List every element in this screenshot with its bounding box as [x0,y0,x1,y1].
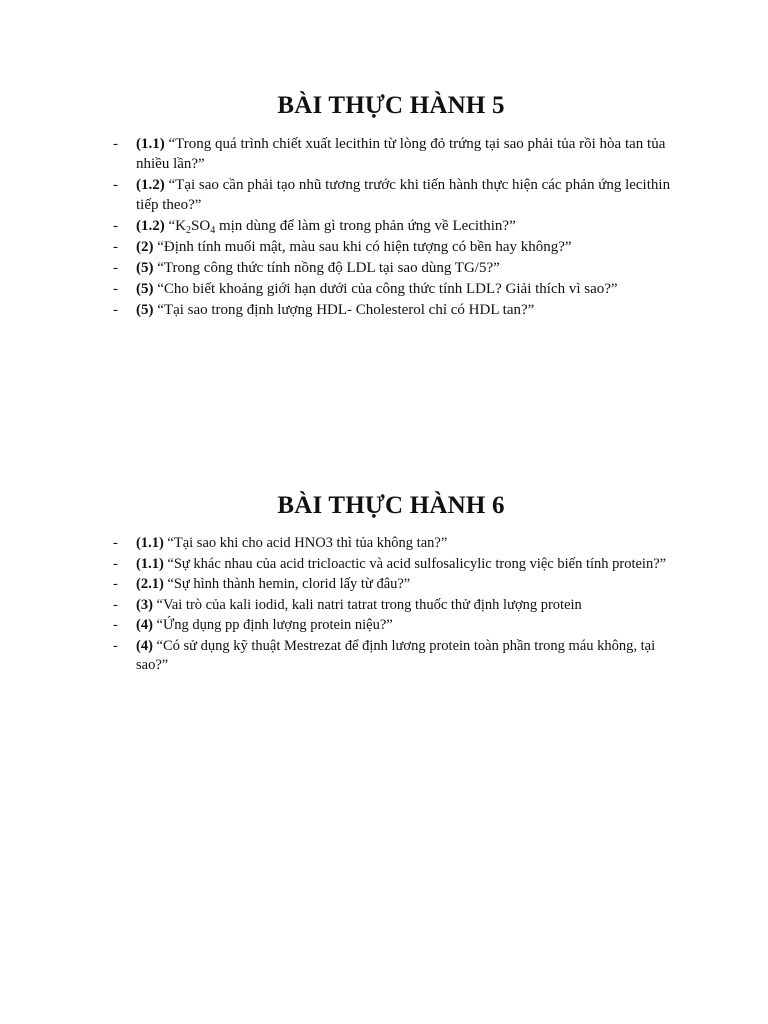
list-dash: - [113,637,118,654]
question-code: (1.2) [136,177,165,193]
list-item [0,596,768,616]
section-title: BÀI THỰC HÀNH 6 [277,492,505,519]
list-dash: - [113,260,118,276]
question-text: “Tại sao khi cho acid HNO3 thì tủa không tan?” [167,535,448,551]
question-code: (3) [136,596,153,613]
list-item [0,534,768,554]
question-code: (1.1) [136,136,165,152]
list-item [0,637,768,676]
list-dash: - [113,136,118,152]
question-code: (5) [136,281,154,297]
section-bai-thuc-hanh-5 [0,92,768,321]
question-text: “Định tính muối mật, màu sau khi có hiện tượng có bền hay không?” [157,239,572,255]
list-item [0,575,768,595]
question-list [0,534,768,676]
question-text-part: SO [191,218,211,234]
question-text-part: mịn dùng để làm gì trong phản ứng về Lecithin?” [215,218,516,234]
list-dash: - [113,576,118,592]
section-title: BÀI THỰC HÀNH 5 [277,92,505,119]
question-text: “Vai trò của kali iodid, kali natri tatrat trong thuốc thử định lượng protein [156,596,582,613]
question-text: “Trong quá trình chiết xuất lecithin từ lòng đỏ trứng tại sao phải tủa rồi hòa tan tủa nhiều lần?” [136,136,666,172]
list-dash: - [113,239,118,255]
list-dash: - [113,535,118,551]
list-item [0,555,768,575]
question-code: (4) [136,637,153,654]
list-item [0,258,768,278]
list-dash: - [113,177,118,193]
question-code: (5) [136,260,154,276]
question-text: “Sự hình thành hemin, clorid lấy từ đâu?” [167,576,411,592]
question-text: “Có sử dụng kỹ thuật Mestrezat để định lương protein toàn phần trong máu không, tại sao?” [136,637,656,673]
list-item [0,175,768,215]
question-code: (2.1) [136,576,164,592]
question-code: (1.1) [136,535,164,551]
list-dash: - [113,302,118,318]
subscript: 4 [210,225,216,236]
question-text [169,218,516,234]
section-bai-thuc-hanh-6 [0,492,768,677]
question-code: (5) [136,302,154,318]
question-text: “Tại sao cần phải tạo nhũ tương trước khi tiến hành thực hiện các phản ứng lecithin tiếp theo?” [136,177,671,213]
list-dash: - [113,617,118,633]
question-code: (1.2) [136,218,165,234]
list-dash: - [113,596,118,613]
question-text: “Ứng dụng pp định lượng protein niệu?” [156,617,393,633]
question-text: “Sự khác nhau của acid tricloactic và acid sulfosalicylic trong việc biến tính protein?” [167,555,667,572]
question-code: (1.1) [136,555,164,572]
question-code: (2) [136,239,154,255]
question-code: (4) [136,617,153,633]
list-dash: - [113,218,118,234]
question-list [0,134,768,320]
list-item [0,216,768,236]
question-text-part: “K [168,218,186,234]
list-item [0,237,768,257]
list-item [0,279,768,299]
list-dash: - [113,555,118,572]
question-text: “Trong công thức tính nồng độ LDL tại sao dùng TG/5?” [157,260,500,276]
list-item [0,300,768,320]
question-text: “Tại sao trong định lượng HDL- Cholesterol chỉ có HDL tan?” [157,302,535,318]
subscript: 2 [186,225,191,236]
list-item [0,134,768,174]
list-item [0,616,768,636]
question-text: “Cho biết khoảng giới hạn dưới của công thức tính LDL? Giải thích vì sao?” [157,281,618,297]
list-dash: - [113,281,118,297]
